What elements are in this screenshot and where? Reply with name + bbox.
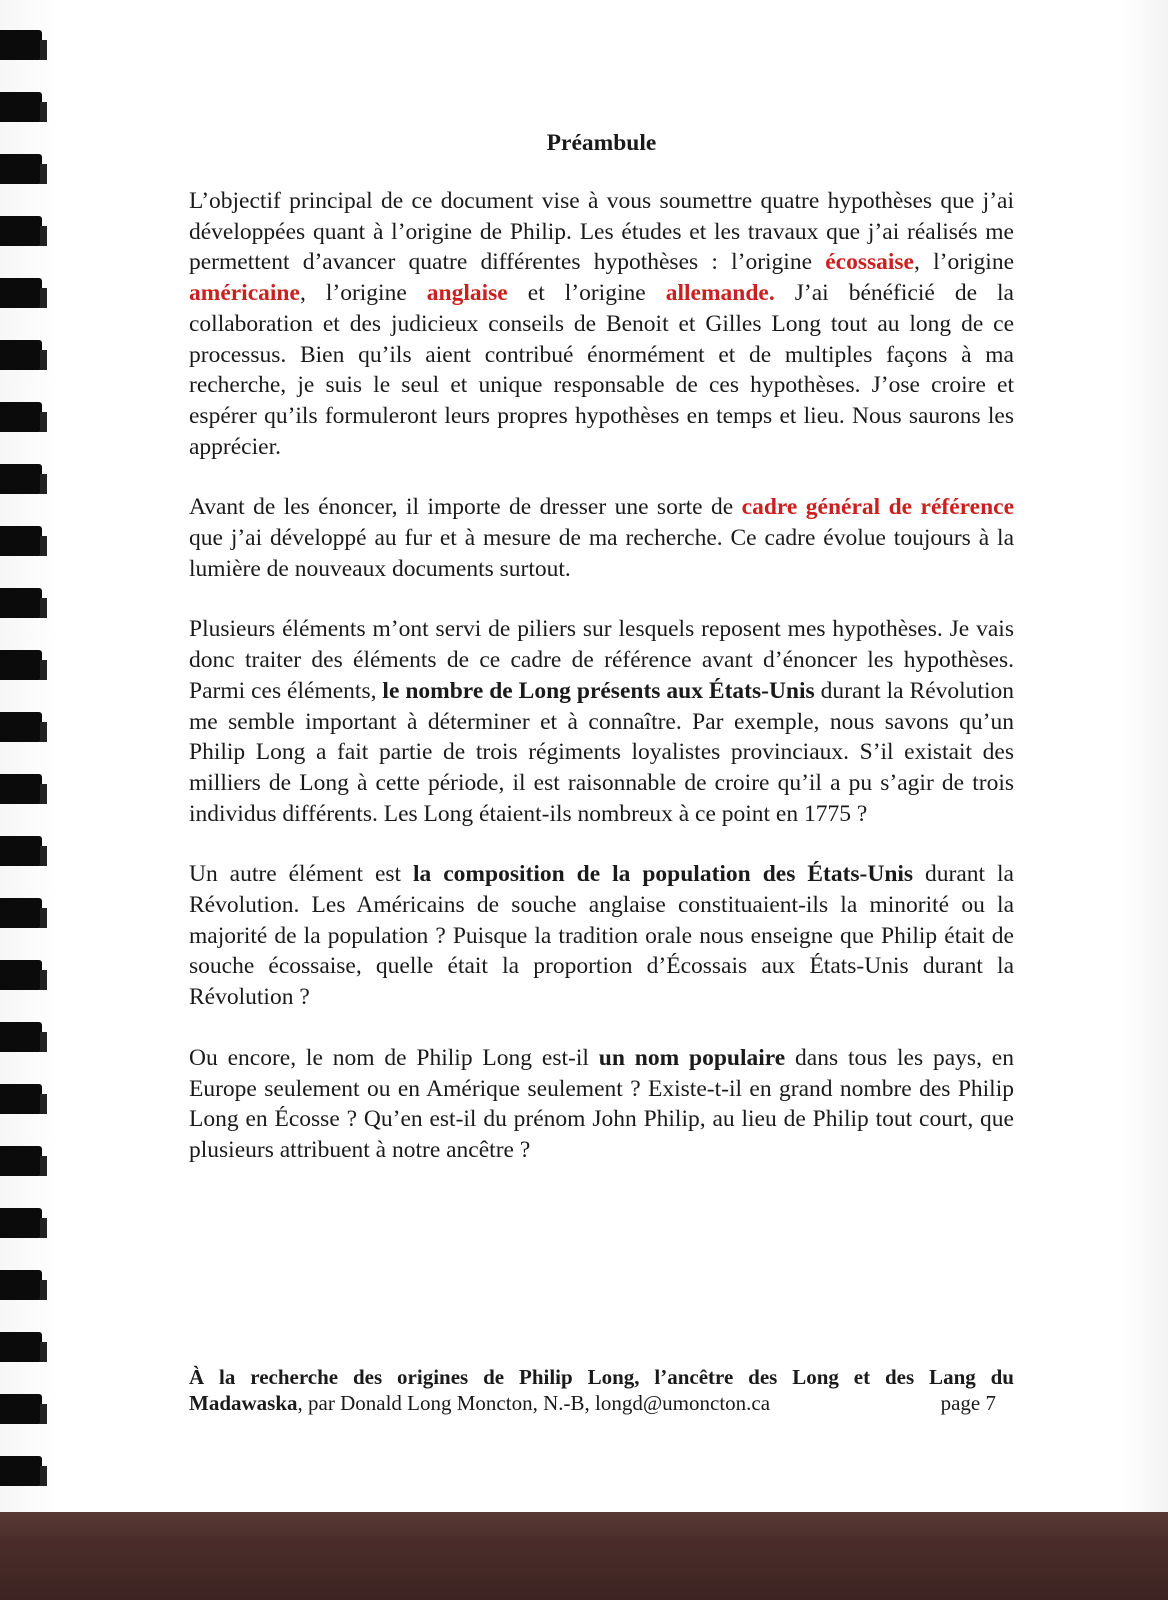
footer-place: Madawaska <box>189 1391 298 1415</box>
highlight-english: anglaise <box>426 280 508 307</box>
binding-tab <box>0 650 42 680</box>
binding-tab <box>0 836 42 866</box>
binding-tab <box>0 1022 42 1052</box>
text-run: Ou encore, le nom de Philip Long est-il <box>189 1044 599 1071</box>
binding-tab <box>0 1270 42 1300</box>
text-run: que j’ai développé au fur et à mesure de ma recherche. Ce cadre évolue toujours à la lumière de nouveaux documents surtout. <box>189 525 1014 582</box>
text-run: durant la Révolution me semble important à déterminer et à connaître. Par exemple, nous savons qu’un Philip Long a fait partie de trois régiments loyalistes provinciaux. S’il existait des milliers de Long à cette période, il est raisonnable de croire qu’il a pu s’agir de trois individus différents. Les Long étaient-ils nombreux à ce point en 1775 ? <box>189 677 1014 827</box>
text-run: J’ai bénéficié de la collaboration et des judicieux conseils de Benoit et Gilles Long tout au long de ce processus. Bien qu’ils aient contribué énormément et de multiples façons à ma recherche, je suis le seul et unique responsable de ces hypothèses. J’ose croire et espérer qu’ils formuleront leurs propres hypothèses en temps et lieu. Nous saurons les apprécier. <box>189 280 1014 460</box>
spiral-binding <box>0 0 60 1512</box>
highlight-framework: cadre général de référence <box>741 494 1014 521</box>
text-run: et l’origine <box>507 280 666 307</box>
paragraph-popular-name <box>189 1043 1014 1166</box>
binding-tab <box>0 1394 42 1424</box>
binding-tab <box>0 402 42 432</box>
text-run: , l’origine <box>299 280 427 307</box>
binding-tab <box>0 154 42 184</box>
paragraph-objective <box>189 186 1014 462</box>
binding-tab <box>0 464 42 494</box>
page-footer <box>189 1364 1014 1416</box>
bold-long-count: le nombre de Long présents aux États-Unis <box>382 677 815 704</box>
document-body <box>189 128 1014 1196</box>
binding-tab <box>0 92 42 122</box>
text-run: Plusieurs éléments m’ont servi de piliers sur lesquels reposent mes hypothèses. Je vais donc traiter des éléments de ce cadre de référence avant d’énoncer les hypothèses. Parmi ces éléments, <box>189 616 1014 704</box>
footer-byline: , par Donald Long Moncton, N.-B, longd@umoncton.ca <box>297 1391 771 1415</box>
page-title: Préambule <box>546 130 657 156</box>
scan-backdrop <box>0 1512 1168 1600</box>
binding-tab <box>0 898 42 928</box>
binding-tab <box>0 30 42 60</box>
text-run: , l’origine <box>914 249 1015 276</box>
binding-tab <box>0 1146 42 1176</box>
highlight-american: américaine <box>189 280 300 307</box>
binding-tab <box>0 774 42 804</box>
binding-tab <box>0 1208 42 1238</box>
footer-byline-row <box>189 1390 1014 1416</box>
text-run: dans tous les pays, en Europe seulement ou en Amérique seulement ? Existe-t-il en grand nombre des Philip Long en Écosse ? Qu’en est-il du prénom John Philip, au lieu de Philip tout court, que plusieurs attribuent à notre ancêtre ? <box>189 1044 1014 1163</box>
paragraph-pillars <box>189 614 1014 829</box>
text-run: L’objectif principal de ce document vise à vous soumettre quatre hypothèses que j’ai développées quant à l’origine de Philip. Les études et les travaux que j’ai réalisés me permettent d’avancer quatre différentes hypothèses : l’origine <box>189 188 1014 276</box>
binding-tab <box>0 340 42 370</box>
bold-population: la composition de la population des États-Unis <box>413 861 914 888</box>
binding-tab <box>0 526 42 556</box>
binding-tab <box>0 1332 42 1362</box>
highlight-scottish: écossaise <box>825 249 914 276</box>
footer-title: À la recherche des origines de Philip Long, l’ancêtre des Long et des Lang du <box>189 1365 1014 1389</box>
binding-tab <box>0 278 42 308</box>
binding-tab <box>0 588 42 618</box>
text-run: Avant de les énoncer, il importe de dresser une sorte de <box>189 494 742 521</box>
binding-tab <box>0 712 42 742</box>
binding-tab <box>0 960 42 990</box>
paragraph-framework <box>189 492 1014 584</box>
binding-tab <box>0 1084 42 1114</box>
bold-popular-name: un nom populaire <box>598 1044 786 1071</box>
page-number: page 7 <box>940 1391 996 1415</box>
highlight-german: allemande. <box>665 280 775 307</box>
paragraph-population <box>189 859 1014 1013</box>
text-run: durant la Révolution. Les Américains de souche anglaise constituaient-ils la minorité ou la majorité de la population ? Puisque la tradition orale nous enseigne que Philip était de souche écossaise, quelle était la proportion d’Écossais aux États-Unis durant la Révolution ? <box>189 861 1014 1011</box>
text-run: Un autre élément est <box>189 861 414 888</box>
binding-tab <box>0 1456 42 1486</box>
binding-tab <box>0 216 42 246</box>
